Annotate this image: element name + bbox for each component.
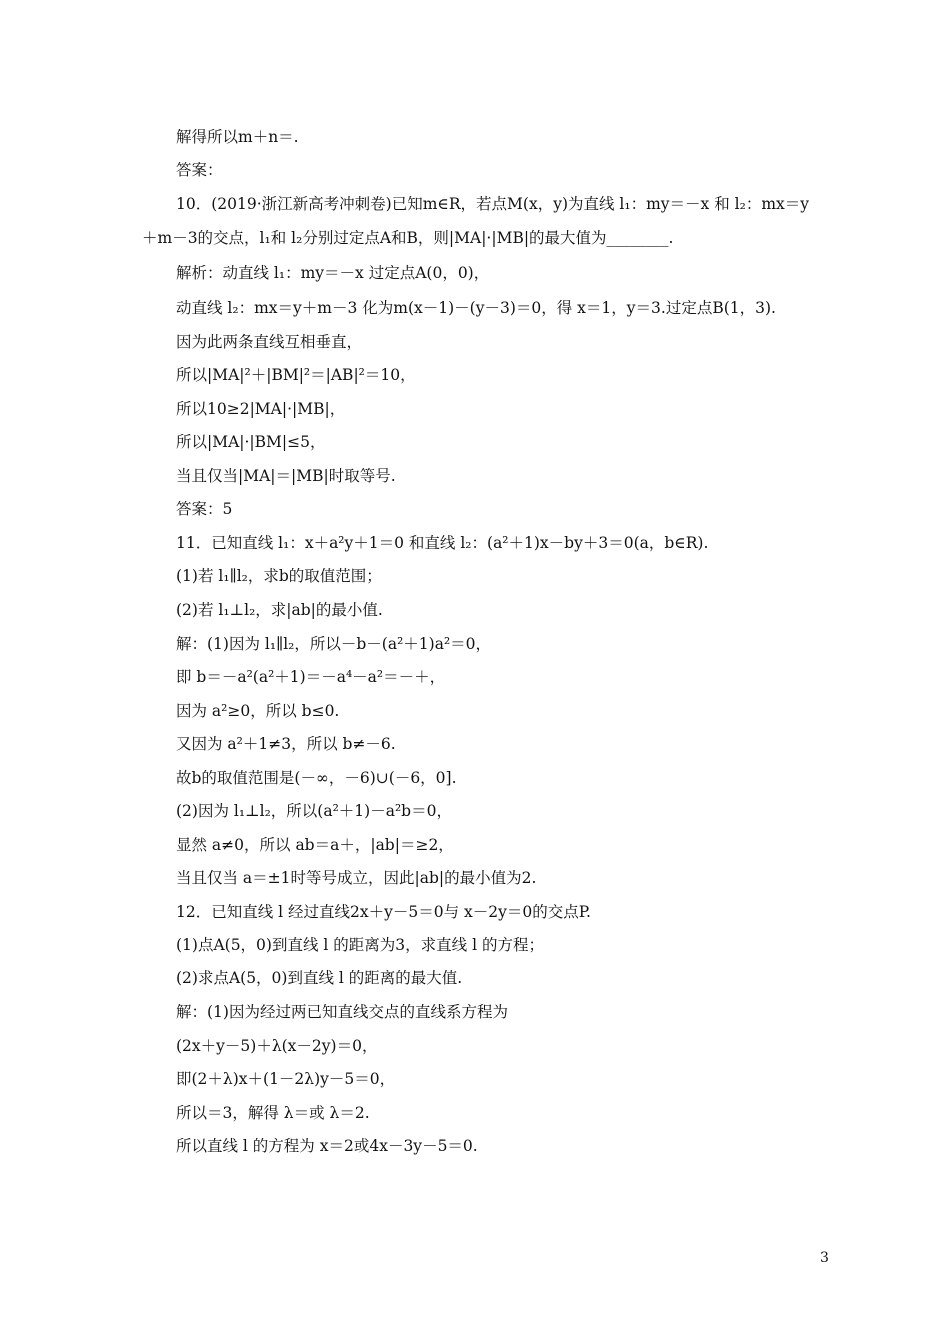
text-line: ＋m－3的交点，l₁和 l₂分别过定点A和B，则|MA|·|MB|的最大值为________. xyxy=(142,229,674,247)
text-line: (2)若 l₁⊥l₂，求|ab|的最小值. xyxy=(176,601,383,619)
text-line: 10．(2019·浙江新高考冲刺卷)已知m∈R，若点M(x，y)为直线 l₁：my＝－x 和 l₂：mx＝y xyxy=(176,195,810,213)
text-line: (2x＋y－5)＋λ(x－2y)＝0， xyxy=(176,1037,378,1055)
text-line: 12．已知直线 l 经过直线2x＋y－5＝0与 x－2y＝0的交点P. xyxy=(176,903,591,921)
text-line: 答案：5 xyxy=(176,500,233,518)
text-line: 11．已知直线 l₁：x＋a²y＋1＝0 和直线 l₂：(a²＋1)x－by＋3＝0(a，b∈R). xyxy=(176,534,709,552)
text-line: (1)点A(5，0)到直线 l 的距离为3，求直线 l 的方程； xyxy=(176,936,544,954)
text-line: (2)因为 l₁⊥l₂，所以(a²＋1)－a²b＝0， xyxy=(176,802,452,820)
text-line: 显然 a≠0，所以 ab＝a＋，|ab|＝≥2， xyxy=(176,836,454,854)
text-line: 又因为 a²＋1≠3，所以 b≠－6. xyxy=(176,735,396,753)
text-line: 当且仅当|MA|＝|MB|时取等号. xyxy=(176,467,396,485)
text-line: 所以直线 l 的方程为 x＝2或4x－3y－5＝0. xyxy=(176,1137,478,1155)
text-line: 解：(1)因为经过两已知直线交点的直线系方程为 xyxy=(176,1003,508,1021)
page-number: 3 xyxy=(820,1250,829,1266)
text-line: 因为 a²≥0，所以 b≤0. xyxy=(176,702,340,720)
text-line: 当且仅当 a＝±1时等号成立，因此|ab|的最小值为2. xyxy=(176,869,537,887)
text-line: 故b的取值范围是(－∞，－6)∪(－6，0]. xyxy=(176,769,457,787)
text-line: 所以10≥2|MA|·|MB|， xyxy=(176,400,346,418)
text-line: 即(2＋λ)x＋(1－2λ)y－5＝0， xyxy=(176,1070,396,1088)
text-line: 因为此两条直线互相垂直， xyxy=(176,333,363,351)
text-line: 所以|MA|²＋|BM|²＝|AB|²＝10， xyxy=(176,366,416,384)
text-line: 答案： xyxy=(176,161,223,179)
text-line: (1)若 l₁∥l₂，求b的取值范围； xyxy=(176,567,382,585)
text-line: 即 b＝－a²(a²＋1)＝－a⁴－a²＝－＋， xyxy=(176,668,446,686)
text-line: 解得所以m＋n＝. xyxy=(176,128,299,146)
text-line: 解：(1)因为 l₁∥l₂，所以－b－(a²＋1)a²＝0， xyxy=(176,635,492,653)
text-line: (2)求点A(5，0)到直线 l 的距离的最大值. xyxy=(176,969,463,987)
text-line: 动直线 l₂：mx＝y＋m－3 化为m(x－1)－(y－3)＝0，得 x＝1，y＝3.过定点B(1，3). xyxy=(176,299,776,317)
text-line: 所以＝3，解得 λ＝或 λ＝2. xyxy=(176,1104,370,1122)
text-line: 解析：动直线 l₁：my＝－x 过定点A(0，0)， xyxy=(176,264,490,282)
text-line: 所以|MA|·|BM|≤5， xyxy=(176,433,326,451)
